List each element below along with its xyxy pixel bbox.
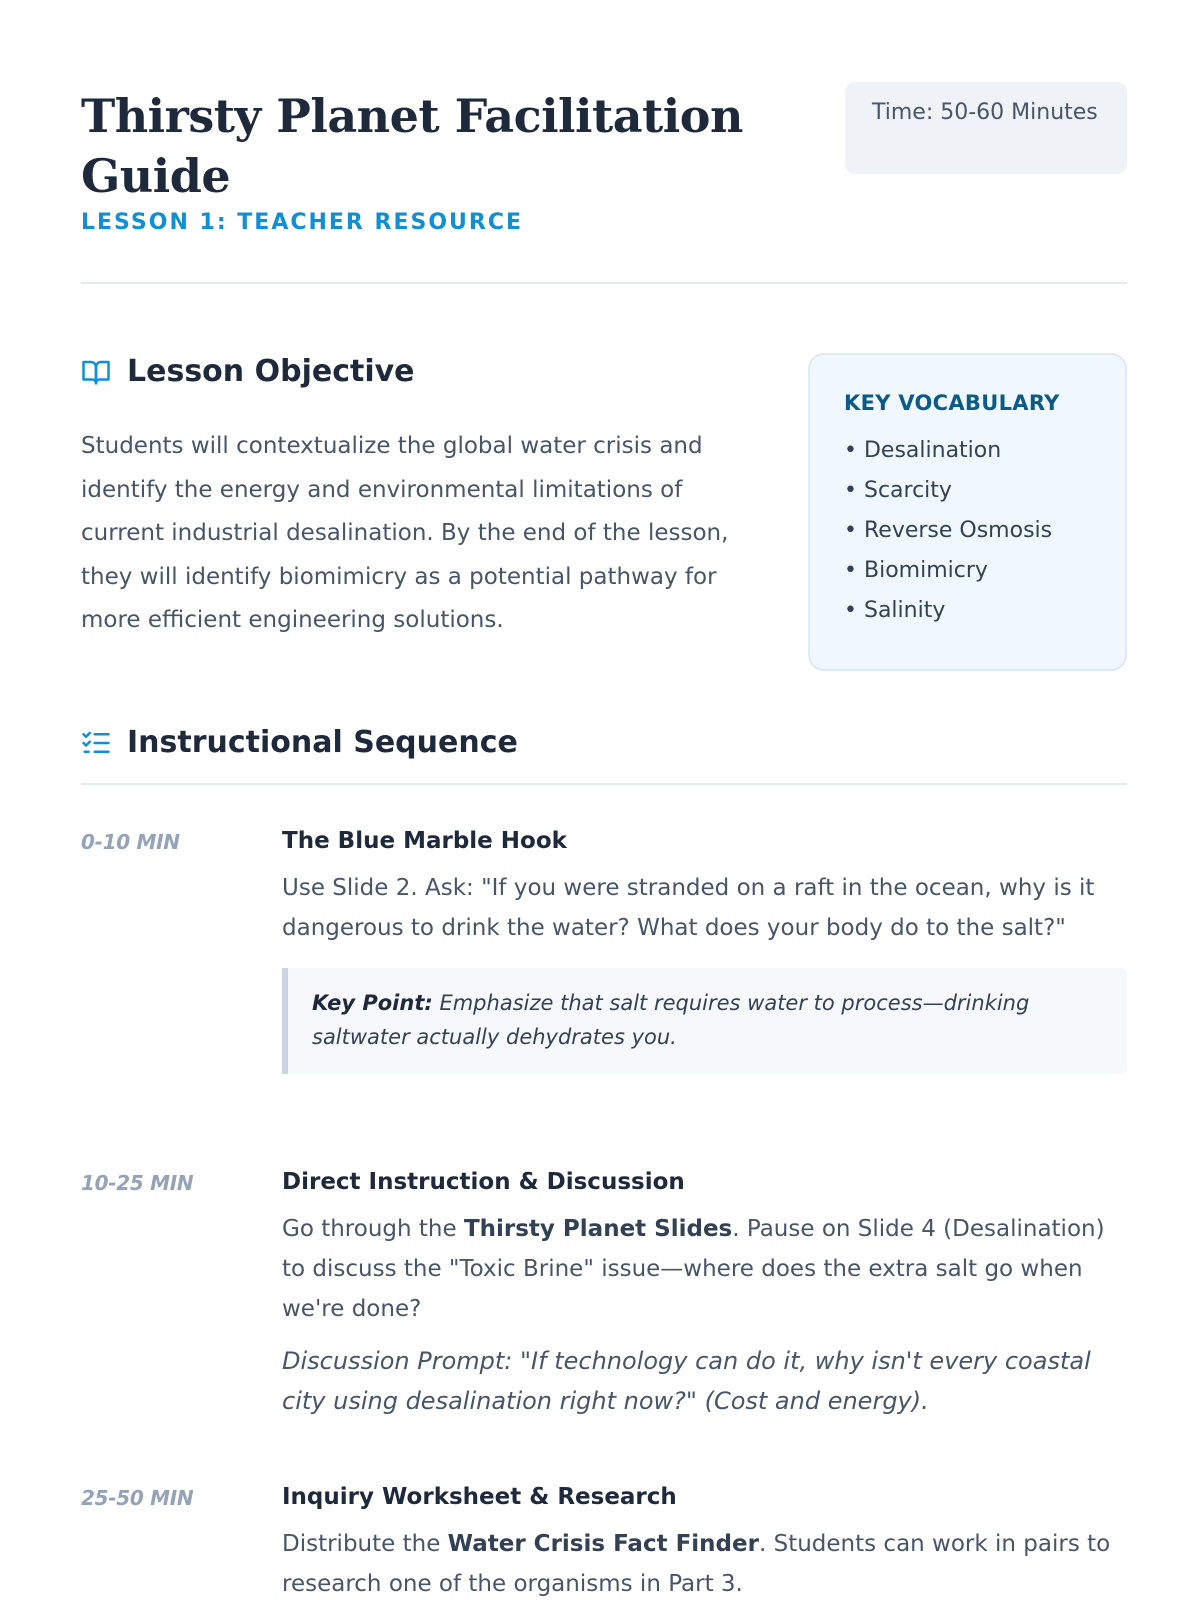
sequence-divider	[81, 783, 1127, 785]
step-text-rest: . Pause on Slide 4 (Desalination) to discuss the "Toxic Brine" issue—where does the extra salt go when we're done?	[282, 1216, 1105, 1322]
vocabulary-item: • Reverse Osmosis	[844, 511, 1091, 551]
step-body	[282, 1167, 1127, 1421]
key-point-label: Key Point:	[312, 991, 433, 1015]
facilitation-guide-page	[81, 0, 1127, 1600]
step-text-lead: Distribute the	[282, 1531, 448, 1557]
vocabulary-item: • Salinity	[844, 591, 1091, 631]
vocabulary-card	[808, 353, 1127, 671]
page-title: Thirsty Planet Facilitation Guide	[81, 89, 743, 203]
slides-resource-name: Thirsty Planet Slides	[463, 1216, 733, 1242]
step-title: Inquiry Worksheet & Research	[282, 1484, 677, 1510]
vocabulary-item: • Biomimicry	[844, 551, 1091, 591]
key-point-callout	[282, 968, 1127, 1074]
sequence-heading-label: Instructional Sequence	[127, 725, 518, 760]
discussion-prompt: Discussion Prompt: "If technology can do it, why isn't every coastal city using desalination right now?" (Cost and energy).	[282, 1347, 1091, 1415]
step-text-rest: . Students can work in pairs to research one of the organisms in Part 3.	[282, 1531, 1111, 1597]
step-time: 25-50 MIN	[81, 1486, 194, 1510]
objective-heading-label: Lesson Objective	[127, 354, 415, 389]
sequence-heading	[81, 725, 518, 760]
step-time: 10-25 MIN	[81, 1171, 194, 1195]
step-title: Direct Instruction & Discussion	[282, 1169, 685, 1195]
key-point-text: Emphasize that salt requires water to process—drinking saltwater actually dehydrates you.	[312, 991, 1030, 1049]
step-text	[282, 1209, 1127, 1329]
step-time: 0-10 MIN	[81, 830, 180, 854]
checklist-icon	[81, 728, 111, 758]
page-header	[81, 80, 1127, 284]
objective-text: Students will contextualize the global water crisis and identify the energy and environmental limitations of current industrial desalination. By the end of the lesson, they will identify biomimicry as a potential pathway for more efficient engineering solutions.	[81, 433, 729, 633]
worksheet-resource-name: Water Crisis Fact Finder	[447, 1531, 759, 1557]
vocabulary-title: KEY VOCABULARY	[844, 391, 1060, 415]
time-badge: Time: 50-60 Minutes	[845, 82, 1127, 174]
book-icon	[81, 357, 111, 387]
objective-heading	[81, 354, 415, 389]
step-text-lead: Go through the	[282, 1216, 464, 1242]
step-body	[282, 826, 1127, 1074]
step-body	[282, 1482, 1127, 1600]
step-title: The Blue Marble Hook	[282, 828, 567, 854]
vocabulary-item: • Desalination	[844, 431, 1091, 471]
vocabulary-item: • Scarcity	[844, 471, 1091, 511]
step-text: Use Slide 2. Ask: "If you were stranded on a raft in the ocean, why is it dangerous to drink the water? What does your body do to the salt?"	[282, 875, 1095, 941]
step-text	[282, 1524, 1127, 1600]
page-subtitle: LESSON 1: TEACHER RESOURCE	[81, 210, 524, 235]
